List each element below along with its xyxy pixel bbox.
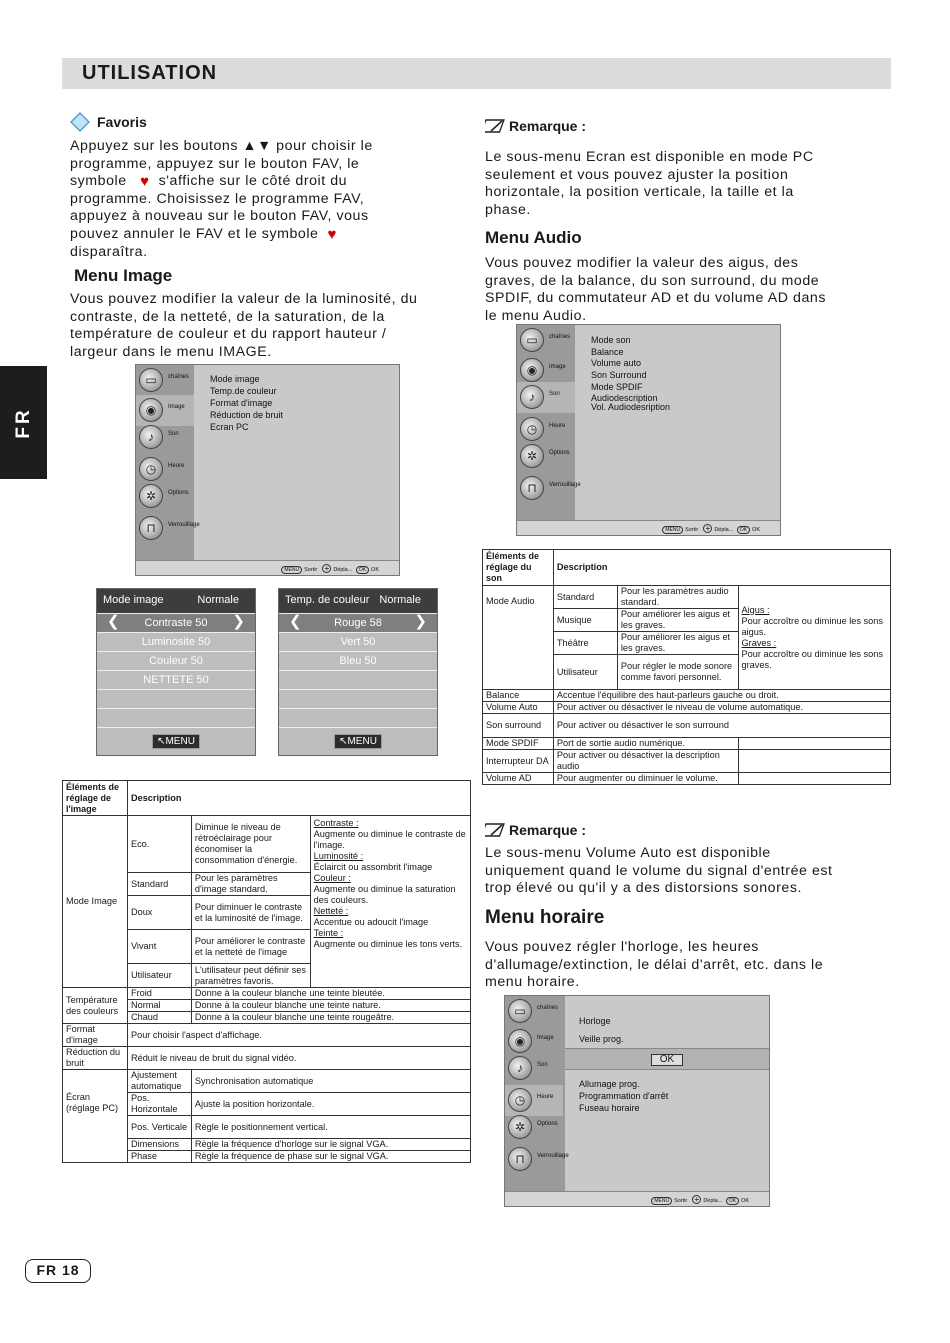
menu-image-text: Vous pouvez modifier la valeur de la luminosité, du contraste, de la netteté, de la saturation, de la température de couleur et du rapport hauteur / largeur dans le menu IMAGE. — [70, 291, 418, 360]
osd-sound: ♪ Son — [517, 382, 575, 413]
gear-icon: ✲ — [139, 484, 163, 508]
sound-icon: ♪ — [520, 385, 544, 409]
mode-image-menu: Mode image Normale ❮ Contraste 50 ❯ Luminosite 50 Couleur 50 NETTETE 50 ↖MENU — [96, 588, 256, 756]
osd-channels: ▭ chaînes — [505, 996, 563, 1027]
osd-channels: ▭ chaînes — [136, 365, 194, 396]
osd-image: ◉ Image — [136, 395, 194, 426]
osd-footer: MENU Sortir + Dépla... OK OK — [136, 560, 399, 575]
menu-selected-row: ❮ Rouge 58 ❯ — [279, 613, 437, 632]
arrow-right-icon: ❯ — [232, 613, 245, 630]
lock-icon: ⊓ — [139, 516, 163, 540]
osd-options: ✲ Options — [517, 441, 575, 472]
lock-icon: ⊓ — [520, 476, 544, 500]
sound-icon: ♪ — [508, 1056, 532, 1080]
lock-icon: ⊓ — [508, 1147, 532, 1171]
favoris-text: Appuyez sur les boutons ▲▼ pour choisir le programme, appuyez sur le bouton FAV, le symbole ♥ s'affiche sur le côté droit du programme. Choisissez le programme FAV, appuyez à nouveau sur le bouton FAV, vous pouvez annuler le FAV et le symbole ♥ disparaîtra. — [70, 138, 373, 260]
tv-icon: ▭ — [508, 999, 532, 1023]
osd-options: ✲ Options — [136, 481, 194, 512]
menu-horaire-text: Vous pouvez régler l'horloge, les heures d'allumage/extinction, le délai d'arrêt, etc. dans le menu horaire. — [485, 939, 824, 991]
pencil-note-icon — [485, 117, 507, 135]
osd-lock: ⊓ Verrouillage — [505, 1144, 563, 1175]
osd-footer: MENU Sortir + Dépla... OK OK — [517, 520, 780, 535]
tv-icon: ▭ — [139, 368, 163, 392]
temp-couleur-menu: Temp. de couleur Normale ❮ Rouge 58 ❯ Vert 50 Bleu 50 ↖MENU — [278, 588, 438, 756]
camera-icon: ◉ — [508, 1029, 532, 1053]
move-icon: + — [322, 564, 331, 573]
osd-footer: MENU Sortir + Dépla... OK OK — [505, 1191, 769, 1206]
diamond-icon — [70, 112, 90, 132]
heart-icon: ♥ — [140, 173, 150, 191]
osd-time: ◷ Heure — [517, 414, 575, 445]
arrow-left-icon: ❮ — [289, 613, 302, 630]
gear-icon: ✲ — [508, 1115, 532, 1139]
osd-lock: ⊓ Verrouillage — [517, 473, 575, 504]
osd-image: ◉ Image — [505, 1026, 563, 1057]
ok-button[interactable]: OK — [651, 1054, 683, 1066]
menu-audio-title: Menu Audio — [485, 228, 582, 247]
image-settings-table: Éléments de réglage de l'image Description Mode Image Eco. Diminue le niveau de rétroéclairage pour économiser la consommation d'énergie. Contraste : Augmente ou diminue le contraste de l'image. Luminosité : Éclaircit ou assombrit l'image Couleur : Augmente ou diminue la saturation des couleurs. Netteté : Accentue ou adoucit l'image Teinte : Augmente ou diminue les tons verts. Standard Pour les paramètres d'image standard. Doux Pour diminuer le contraste et la luminosité de l'image. Vivant Pour améliorer le contraste et la netteté de l'image Utilisateur L'utilisateur peut définir ses paramètres favoris. Température des couleurs Froid Donne à la couleur blanche une teinte bleutée. Normal Donne à la couleur blanche une teinte nature. Chaud Donne à la couleur blanche une teinte rougeâtre. Format d'image Pour choisir l'aspect d'affichage. Réduction du bruit Réduit le niveau de bruit du signal vidéo. Écran (réglage PC) Ajustement automatique Synchronisation automatique Pos. Horizontale Ajuste la position horizontale. Pos. Verticale Règle le positionnement vertical. Dimensions Règle la fréquence d'horloge sur le signal VGA. Phase Règle la fréquence de phase sur le signal VGA. — [62, 780, 471, 1163]
menu-button: ↖MENU — [152, 734, 200, 749]
remarque-1-title: Remarque : — [485, 117, 685, 137]
arrow-left-icon: ❮ — [107, 613, 120, 630]
move-icon: + — [692, 1195, 701, 1204]
language-tab: FR — [0, 366, 47, 479]
osd-time-items-top: Horloge Veille prog. — [579, 1016, 624, 1044]
gear-icon: ✲ — [520, 444, 544, 468]
menu-audio-text: Vous pouvez modifier la valeur des aigus, des graves, de la balance, du son surround, du mode SPDIF, du commutateur AD et du volume AD dans le menu Audio. — [485, 255, 826, 324]
camera-icon: ◉ — [520, 358, 544, 382]
clock-icon: ◷ — [520, 417, 544, 441]
audio-settings-table: Éléments de réglage du son Description Mode Audio Standard Pour les paramètres audio standard. Aigus : Pour accroître ou diminue les sons aigus. Graves : Pour accroître ou diminue les sons graves. Musique Pour améliorer les aigus et les graves. Théâtre Pour améliorer les aigus et les graves. Utilisateur Pour régler le mode sonore comme favori personnel. Balance Accentue l'équilibre des haut-parleurs gauche ou droit. Volume Auto Pour activer ou désactiver le niveau de volume automatique. Son surround Pour activer ou désactiver le son surround Mode SPDIF Port de sortie audio numérique. Interrupteur DA Pour activer ou désactiver la description audio Volume AD Pour augmenter ou diminuer le volume. — [482, 549, 891, 785]
osd-time-menu — [504, 995, 770, 1207]
arrow-right-icon: ❯ — [414, 613, 427, 630]
heart-icon: ♥ — [327, 225, 337, 243]
page-number: FR 18 — [25, 1259, 91, 1283]
remarque-2-title: Remarque : — [485, 821, 685, 841]
pencil-note-icon — [485, 821, 507, 839]
osd-audio-menu — [516, 324, 781, 536]
osd-sound: ♪ Son — [505, 1053, 563, 1084]
menu-button: ↖MENU — [334, 734, 382, 749]
osd-time-items-bottom: Allumage prog. Programmation d'arrêt Fuseau horaire — [579, 1079, 669, 1113]
move-icon: + — [703, 524, 712, 533]
osd-audio-items: Mode son Balance Volume auto Son Surround Mode SPDIF Audiodescription Vol. Audiodesription — [591, 335, 671, 412]
section-header: UTILISATION — [62, 58, 891, 89]
osd-image: ◉ Image — [517, 355, 575, 386]
osd-time-ok-bar — [565, 1048, 769, 1070]
menu-selected-row: ❮ Contraste 50 ❯ — [97, 613, 255, 632]
osd-sound: ♪ Son — [136, 422, 194, 453]
osd-time: ◷ Heure — [505, 1085, 563, 1116]
sound-icon: ♪ — [139, 425, 163, 449]
osd-time: ◷ Heure — [136, 454, 194, 485]
menu-horaire-title: Menu horaire — [485, 907, 605, 928]
clock-icon: ◷ — [139, 457, 163, 481]
osd-channels: ▭ chaînes — [517, 325, 575, 356]
remarque-2-text: Le sous-menu Volume Auto est disponible uniquement quand le volume du signal d'entrée est trop élevé ou qu'il y a des distorsions sonores. — [485, 845, 833, 897]
remarque-1-text: Le sous-menu Ecran est disponible en mode PC seulement et vous pouvez ajuster la position horizontale, la position verticale, la taille et la phase. — [485, 149, 814, 218]
menu-image-title: Menu Image — [74, 266, 173, 285]
clock-icon: ◷ — [508, 1088, 532, 1112]
osd-image-items: Mode image Temp.de couleur Format d'image Réduction de bruit Ecran PC — [210, 374, 284, 432]
tv-icon: ▭ — [520, 328, 544, 352]
osd-lock: ⊓ Verrouillage — [136, 513, 194, 544]
osd-image-menu — [135, 364, 400, 576]
camera-icon: ◉ — [139, 398, 163, 422]
osd-options: ✲ Options — [505, 1112, 563, 1143]
